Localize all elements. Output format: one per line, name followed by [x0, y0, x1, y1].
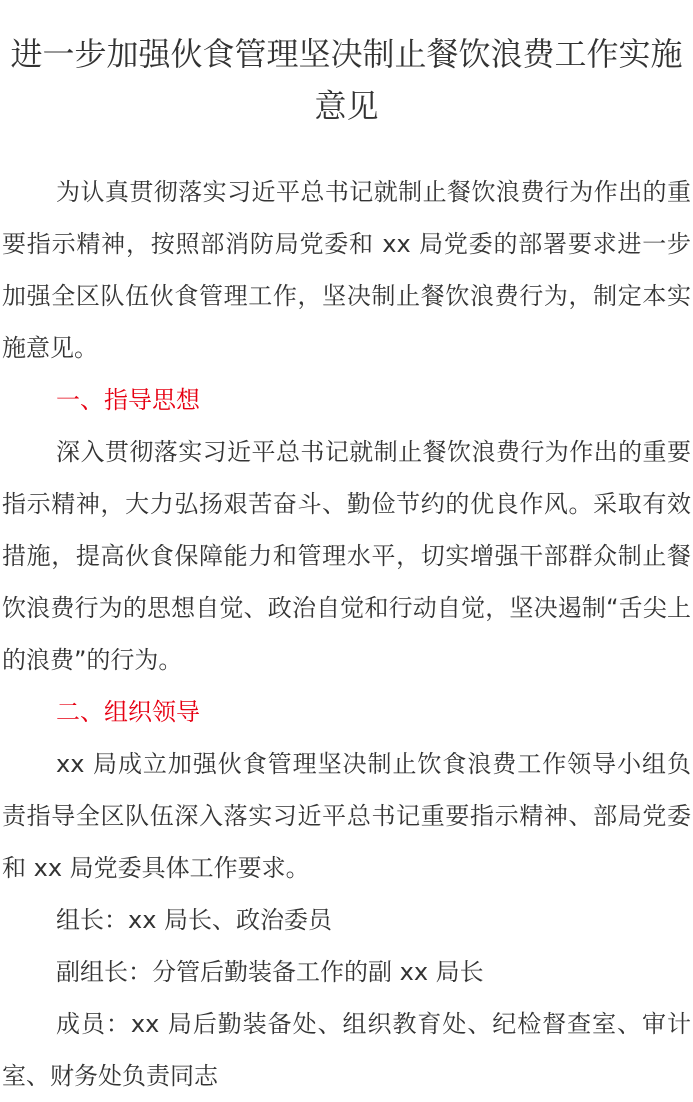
guiding-ideology-paragraph: 深入贯彻落实习近平总书记就制止餐饮浪费行为作出的重要指示精神，大力弘扬艰苦奋斗、勤俭节约的优良作风。采取有效措施，提高伙食保障能力和管理水平，切实增强干部群众制止餐饮浪费行为的思想自觉、政治自觉和行动自觉，坚决遏制“舌尖上的浪费”的行为。: [2, 438, 691, 674]
section-heading-organization: 二、组织领导: [56, 698, 200, 726]
document-body: [2, 166, 691, 1102]
members-line: 成员：xx 局后勤装备处、组织教育处、纪检督查室、审计室、财务处负责同志: [2, 1010, 691, 1090]
document-title: 进一步加强伙食管理坚决制止餐饮浪费工作实施意见: [10, 35, 683, 125]
organization-paragraph: xx 局成立加强伙食管理坚决制止饮食浪费工作领导小组负责指导全区队伍深入落实习近平总书记重要指示精神、部局党委和 xx 局党委具体工作要求。: [2, 750, 691, 882]
deputy-leader-line: 副组长：分管后勤装备工作的副 xx 局长: [56, 958, 484, 986]
group-leader-line: 组长：xx 局长、政治委员: [56, 906, 333, 934]
intro-paragraph: 为认真贯彻落实习近平总书记就制止餐饮浪费行为作出的重要指示精神，按照部消防局党委和 xx 局党委的部署要求进一步加强全区队伍伙食管理工作，坚决制止餐饮浪费行为，制定本实施意见。: [2, 178, 691, 362]
section-heading-guiding-ideology: 一、指导思想: [56, 386, 200, 414]
